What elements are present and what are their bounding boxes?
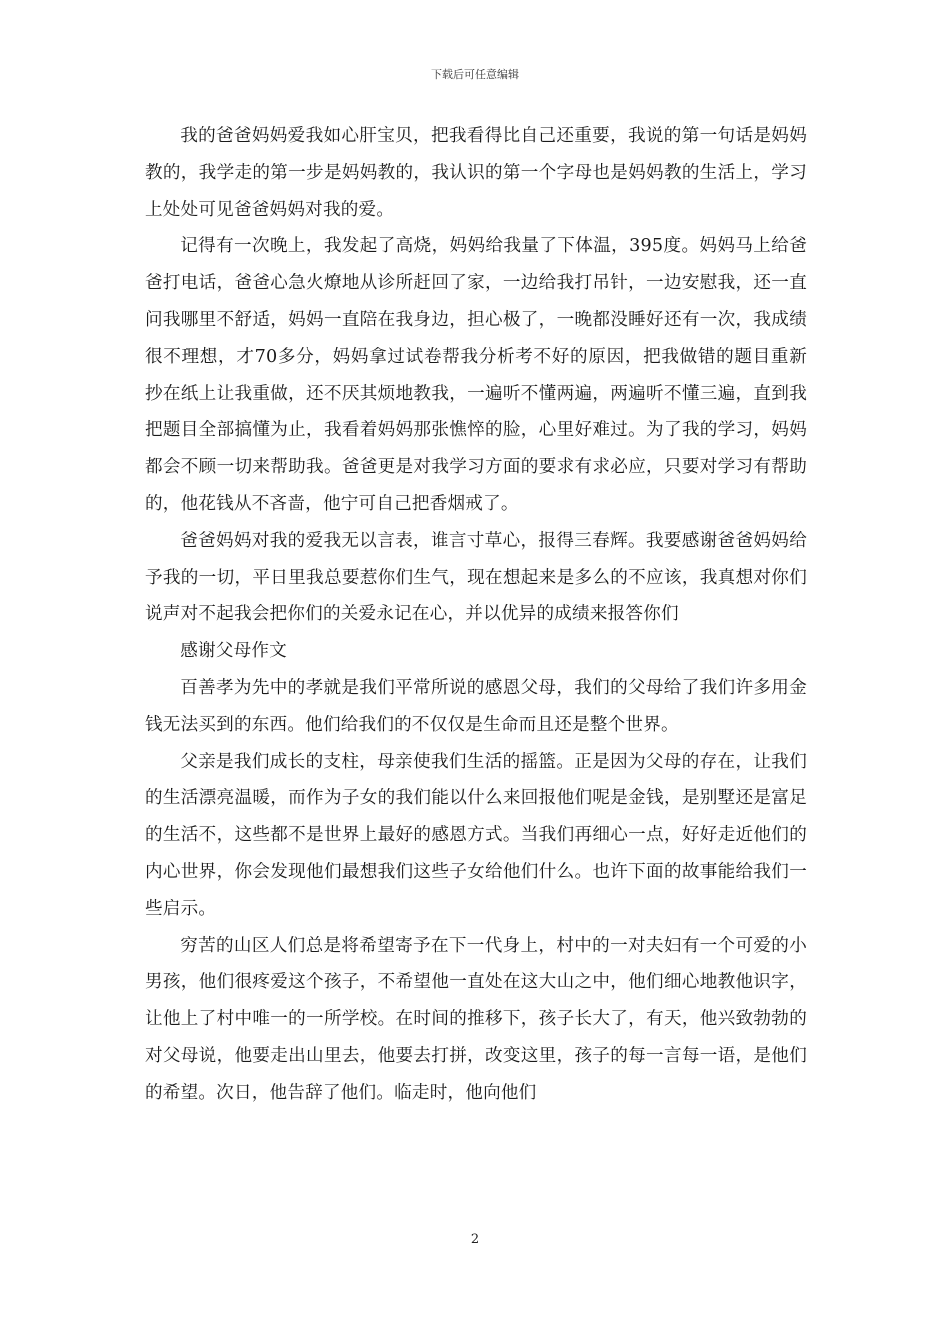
page-number: 2 (470, 1232, 480, 1247)
paragraph: 我的爸爸妈妈爱我如心肝宝贝，把我看得比自己还重要，我说的第一句话是妈妈教的，我学走的第一步是妈妈教的，我认识的第一个字母也是妈妈教的生活上，学习上处处可见爸爸妈妈对我的爱。 (145, 126, 807, 220)
paragraph: 百善孝为先中的孝就是我们平常所说的感恩父母，我们的父母给了我们许多用金钱无法买到的东西。他们给我们的不仅仅是生命而且还是整个世界。 (145, 677, 807, 735)
paragraph: 父亲是我们成长的支柱，母亲使我们生活的摇篮。正是因为父母的存在，让我们的生活漂亮温暖，而作为子女的我们能以什么来回报他们呢是金钱，是别墅还是富足的生活不，这些都不是世界上最好的感恩方式。当我们再细心一点，好好走近他们的内心世界，你会发现他们最想我们这些子女给他们什么。也许下面的故事能给我们一些启示。 (145, 751, 807, 919)
document-body (145, 118, 807, 1112)
paragraph: 记得有一次晚上，我发起了高烧，妈妈给我量了下体温，395度。妈妈马上给爸爸打电话，爸爸心急火燎地从诊所赶回了家，一边给我打吊针，一边安慰我，还一直问我哪里不舒适，妈妈一直陪在我身边，担心极了，一晚都没睡好还有一次，我成绩很不理想，才70多分，妈妈拿过试卷帮我分析考不好的原因，把我做错的题目重新抄在纸上让我重做，还不厌其烦地教我，一遍听不懂两遍，两遍听不懂三遍，直到我把题目全部搞懂为止，我看着妈妈那张憔悴的脸，心里好难过。为了我的学习，妈妈都会不顾一切来帮助我。爸爸更是对我学习方面的要求有求必应，只要对学习有帮助的，他花钱从不吝啬，他宁可自己把香烟戒了。 (145, 236, 807, 514)
page-header: 下载后可任意编辑 (431, 68, 519, 81)
paragraph: 穷苦的山区人们总是将希望寄予在下一代身上，村中的一对夫妇有一个可爱的小男孩，他们很疼爱这个孩子，不希望他一直处在这大山之中，他们细心地教他识字，让他上了村中唯一的一所学校。在时间的推移下，孩子长大了，有天，他兴致勃勃的对父母说，他要走出山里去，他要去打拼，改变这里，孩子的每一言每一语，是他们的希望。次日，他告辞了他们。临走时，他向他们 (145, 935, 807, 1103)
paragraph: 爸爸妈妈对我的爱我无以言表，谁言寸草心，报得三春辉。我要感谢爸爸妈妈给予我的一切，平日里我总要惹你们生气，现在想起来是多么的不应该，我真想对你们说声对不起我会把你们的关爱永记在心，并以优异的成绩来报答你们 (145, 530, 807, 625)
section-title: 感谢父母作文 (180, 641, 287, 662)
